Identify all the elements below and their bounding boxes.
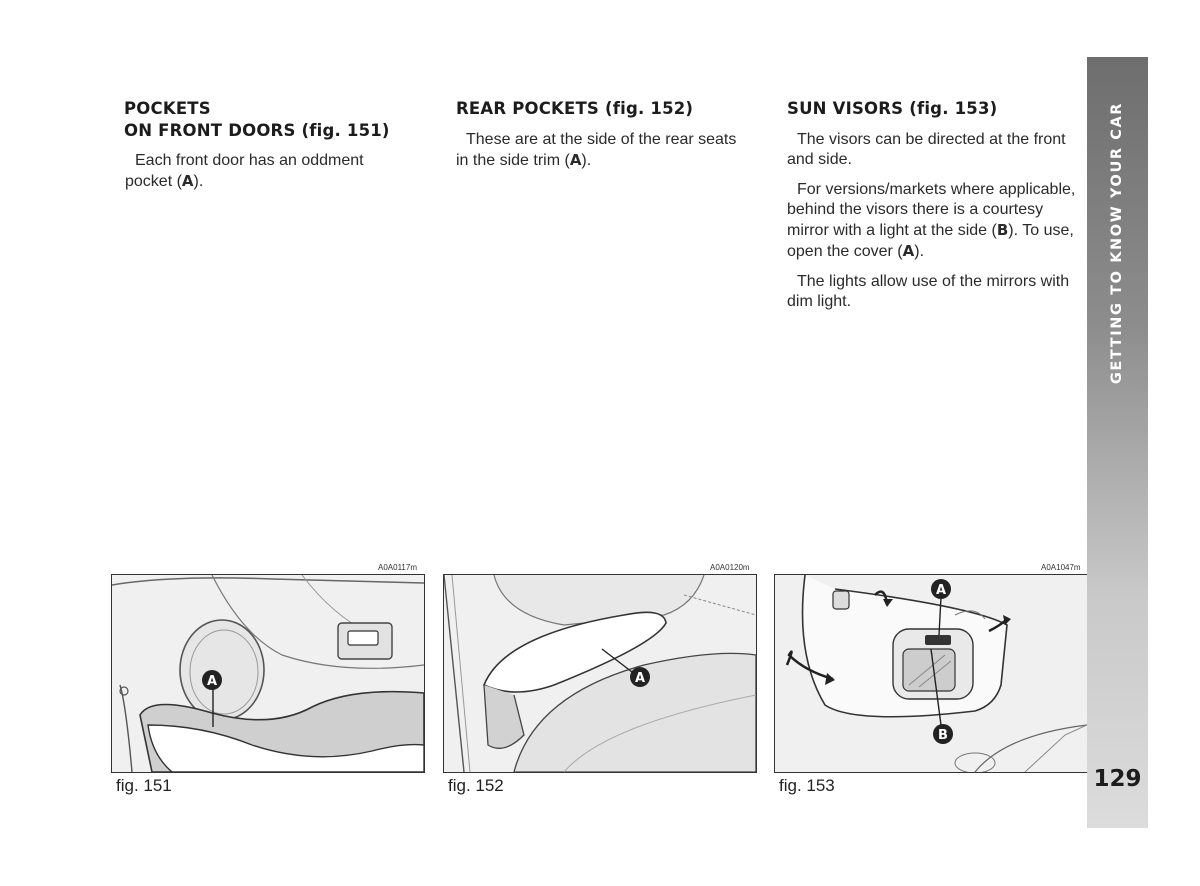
heading-fig-ref: (fig. 151): [301, 121, 390, 140]
heading-fig-ref: (fig. 153): [909, 99, 998, 118]
chapter-tab-label: GETTING TO KNOW YOUR CAR: [1109, 101, 1125, 385]
heading-rear-pockets: [456, 98, 693, 120]
paragraph: [787, 180, 1076, 262]
heading-sun-visors: [787, 98, 997, 120]
figure-caption: fig. 151: [116, 776, 172, 795]
text-part: These are at the side of the rear seats in the side trim (: [456, 131, 737, 169]
text-part: ).: [914, 243, 925, 260]
callout-ref: A: [902, 242, 915, 260]
text-part: Each front door has an oddment pocket (: [125, 152, 364, 190]
heading-line2: ON FRONT DOORS: [124, 121, 296, 140]
figure-caption: fig. 153: [779, 776, 835, 795]
rear-pocket-illustration: [444, 575, 756, 772]
heading-title: SUN VISORS: [787, 99, 904, 118]
paragraph: The visors can be directed at the front and side.: [787, 131, 1066, 168]
heading-line1: POCKETS: [124, 99, 211, 118]
callout-ref: A: [181, 172, 194, 190]
callout-label: B: [938, 728, 948, 743]
figure-caption: fig. 152: [448, 776, 504, 795]
heading-front-door-pockets: [124, 98, 390, 142]
door-pocket-illustration: [112, 575, 424, 772]
sun-visors-text: [787, 130, 1076, 322]
rear-pockets-text: [456, 130, 746, 181]
callout-label: A: [935, 583, 947, 598]
text-part: ).: [193, 173, 204, 190]
page-number: 129: [1093, 766, 1142, 792]
heading-title: REAR POCKETS: [456, 99, 600, 118]
callout-ref: A: [569, 151, 582, 169]
figure-151: [111, 574, 425, 773]
figure-152: [443, 574, 757, 773]
text-part: ). To use, open the cover (: [787, 222, 1074, 260]
callout-ref: B: [996, 221, 1009, 239]
figure-code: A0A0120m: [710, 563, 750, 572]
callout-label: A: [206, 674, 218, 689]
front-door-pockets-text: [125, 151, 412, 202]
figure-code: A0A1047m: [1041, 563, 1081, 572]
figure-code: A0A0117m: [378, 563, 417, 572]
sun-visor-illustration: [775, 575, 1087, 772]
callout-label: A: [634, 671, 646, 686]
text-part: For versions/markets where applicable, behind the visors there is a courtesy mirror with a light at the side (: [787, 181, 1076, 239]
heading-fig-ref: (fig. 152): [604, 99, 694, 118]
text-part: ).: [581, 152, 592, 169]
figure-153: [774, 574, 1088, 773]
paragraph: The lights allow use of the mirrors with dim light.: [787, 273, 1070, 310]
